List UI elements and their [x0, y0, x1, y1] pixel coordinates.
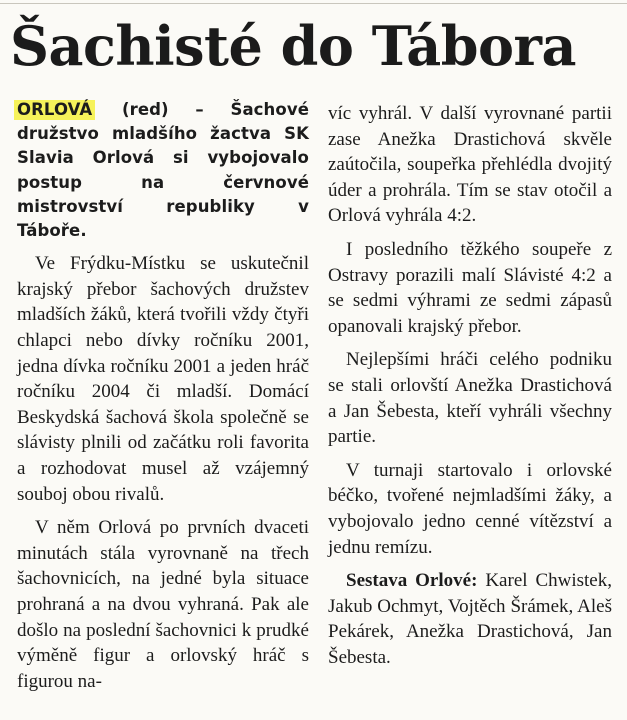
article-paragraph: Ve Frýdku-Místku se uskutečnil krajský přebor šachových družstev mladších žáků, která tvořili vždy čtyři chlapci nebo dívky ročníku 2001, jedna dívka ročníku 2001 a jeden hráč ročníku 2004 či mladší. Domácí Beskydská šachová škola společně se slávisty plnili od začátku roli favorita a rozhodovat musel až vzájemný souboj obou rivalů. [17, 253, 309, 505]
article-paragraph: V turnaji startovalo i orlovské béčko, tvořené nejmladšími žáky, a vybojovalo jedno cenné vítězství a jednu remízu. [328, 459, 612, 558]
article-paragraph-continued: víc vyhrál. V další vyrovnané partii zase Anežka Drastichová skvěle zaútočila, soupeřka přehlédla dvojitý úder a prohrála. Tím se stav otočil a Orlová vyhrála 4:2. [328, 103, 612, 227]
paragraph-text: V něm Orlová po prvních dvaceti minutách stála vyrovnaně na třech šachovnicích, na jedné byla situace prohraná a na dvou vyhraná. Pak ale došlo na poslední šachovnici k prudké výměně figur a orlovský hráč s figurou na- [17, 517, 309, 692]
article-headline: Šachisté do Tábora [10, 14, 576, 78]
article-column-left [17, 98, 309, 694]
lead-text: (red) – Šachové družstvo mladšího žactva SK Slavia Orlová si vybojovalo postup na červnové mistrovství republiky v Táboře. [17, 100, 309, 241]
article-lead [17, 98, 309, 243]
article-paragraph [17, 515, 309, 694]
lineup-names: Karel Chwistek, Jakub Ochmyt, Vojtěch Šrámek, Aleš Pekárek, Anežka Drastichová, Jan Šebesta. [328, 570, 612, 668]
article-paragraph: I posledního těžkého soupeře z Ostravy porazili malí Slávisté 4:2 a se sedmi výhrami ze sedmi zápasů opanovali krajský přebor. [328, 238, 612, 337]
article-paragraph: Nejlepšími hráči celého podniku se stali orlovští Anežka Drastichová a Jan Šebesta, kteří vyhráli všechny partie. [328, 349, 612, 448]
location-dateline-highlighted: ORLOVÁ [14, 100, 95, 120]
article-column-right [328, 101, 612, 670]
lineup-label: Sestava Orlové: [346, 570, 478, 592]
lineup-paragraph [328, 568, 612, 670]
top-rule [0, 3, 627, 4]
